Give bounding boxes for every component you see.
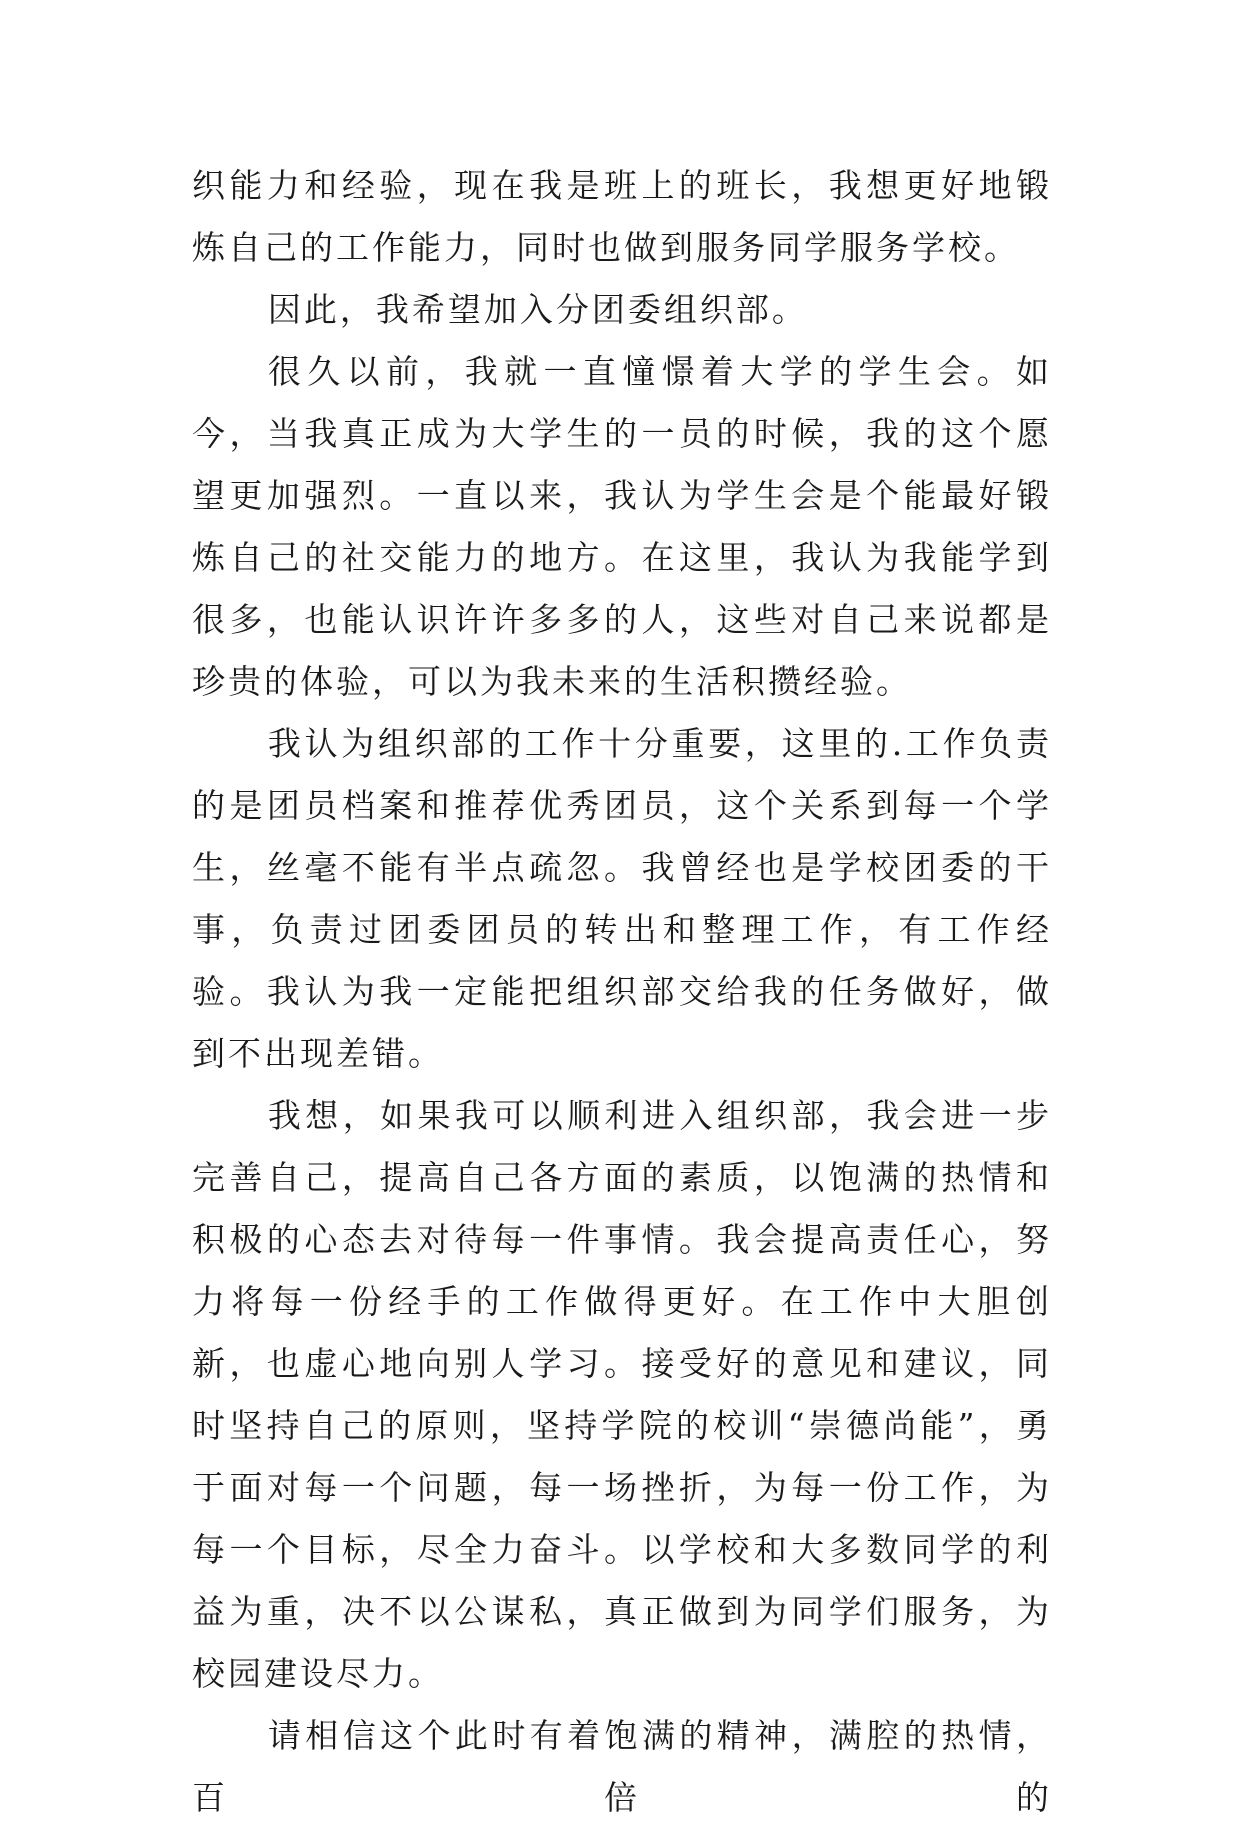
paragraph: 我认为组织部的工作十分重要，这里的.工作负责的是团员档案和推荐优秀团员，这个关系到每一个学生，丝毫不能有半点疏忽。我曾经也是学校团委的干事，负责过团委团员的转出和整理工作，有工作经验。我认为我一定能把组织部交给我的任务做好，做到不出现差错。	[192, 724, 1052, 1073]
paragraph: 因此，我希望加入分团委组织部。	[267, 290, 808, 329]
paragraph-continued: 织能力和经验，现在我是班上的班长，我想更好地锻炼自己的工作能力，同时也做到服务同学服务学校。	[192, 166, 1052, 267]
paragraph-continues: 请相信这个此时有着饱满的精神，满腔的热情，百倍的	[192, 1716, 1052, 1817]
paragraph: 很久以前，我就一直憧憬着大学的学生会。如今，当我真正成为大学生的一员的时候，我的这个愿望更加强烈。一直以来，我认为学生会是个能最好锻炼自己的社交能力的地方。在这里，我认为我能学到很多，也能认识许许多多的人，这些对自己来说都是珍贵的体验，可以为我未来的生活积攒经验。	[192, 352, 1052, 701]
paragraph: 我想，如果我可以顺利进入组织部，我会进一步完善自己，提高自己各方面的素质，以饱满的热情和积极的心态去对待每一件事情。我会提高责任心，努力将每一份经手的工作做得更好。在工作中大胆创新，也虚心地向别人学习。接受好的意见和建议，同时坚持自己的原则，坚持学院的校训“崇德尚能”，勇于面对每一个问题，每一场挫折，为每一份工作，为每一个目标，尽全力奋斗。以学校和大多数同学的利益为重，决不以公谋私，真正做到为同学们服务，为校园建设尽力。	[192, 1096, 1052, 1693]
document-body	[192, 155, 1052, 1829]
